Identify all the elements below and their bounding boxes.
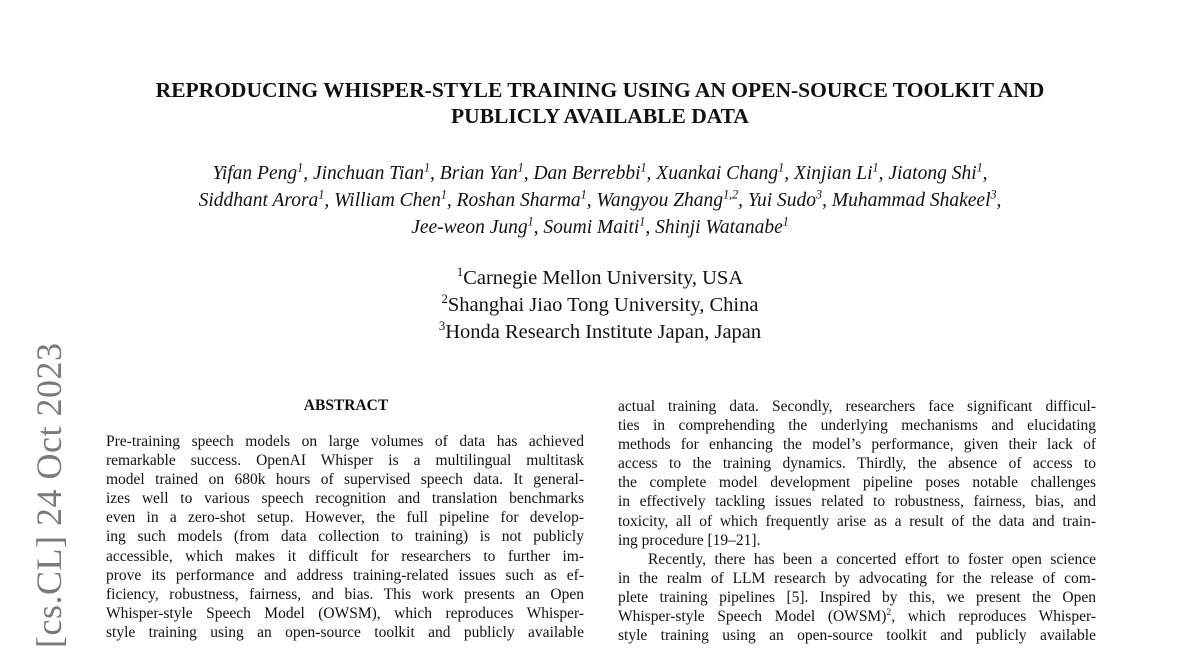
author-separator: ,: [646, 163, 657, 184]
author-separator: ,: [738, 190, 748, 211]
abstract-line: style training using an open-source toolkit and publicly available: [106, 623, 584, 641]
abstract-line: ficiency, robustness, fairness, and bias. This work presents an Open: [106, 585, 584, 603]
author-name: William Chen: [334, 190, 441, 211]
author-affiliation-mark: 1: [778, 160, 785, 175]
author-name: Xinjian Li: [793, 163, 873, 184]
affiliation-text: Honda Research Institute Japan, Japan: [445, 321, 762, 343]
abstract-line: Whisper-style Speech Model (OWSM), which reproduces Whisper-: [106, 604, 584, 622]
abstract-line: even in a zero-shot setup. However, the full pipeline for develop-: [106, 509, 584, 527]
author-separator: ,: [645, 217, 656, 238]
author-separator: ,: [533, 217, 544, 238]
affiliation-mark: 3: [438, 319, 446, 334]
abstract-line: Pre-training speech models on large volumes of data has achieved: [106, 433, 584, 450]
introduction-body: [618, 397, 1096, 645]
author-name: Roshan Sharma: [456, 190, 581, 211]
abstract-line: model trained on 680k hours of supervised speech data. It general-: [106, 471, 584, 489]
author-name: Jinchuan Tian: [312, 163, 424, 184]
author-separator: ,: [430, 163, 440, 184]
body-line-text-tail: , which reproduces Whisper-: [891, 608, 1096, 626]
author-affiliation-mark: 1: [782, 214, 789, 229]
author-affiliation-mark: 1: [872, 160, 879, 175]
body-line: Recently, there has been a concerted effort to foster open science: [648, 550, 1096, 568]
author-name: Xuankai Chang: [656, 163, 779, 184]
body-line-text: Whisper-style Speech Model (OWSM): [618, 608, 887, 626]
body-line: methods for enhancing the model’s performance, given their lack of: [618, 436, 1096, 454]
author-name: Shinji Watanabe: [655, 217, 783, 238]
abstract-line: prove its performance and address training-related issues such as ef-: [106, 566, 584, 584]
affiliation: [100, 319, 1100, 346]
author-name: Jiatong Shi: [888, 163, 977, 184]
author-separator: ,: [784, 163, 794, 184]
author-affiliation-mark: 1: [640, 160, 647, 175]
abstract-line: izes well to various speech recognition and translation benchmarks: [106, 490, 584, 508]
body-line: access to the training dynamics. Thirdly, the absence of access to: [618, 455, 1096, 473]
author-name: Yui Sudo: [747, 190, 817, 211]
body-line: ties in comprehending the underlying mechanisms and elucidating: [618, 417, 1096, 435]
author-separator: ,: [303, 163, 313, 184]
author-name: Yifan Peng: [212, 163, 298, 184]
affiliation-text: Carnegie Mellon University, USA: [463, 267, 744, 289]
author-separator: ,: [586, 190, 597, 211]
body-line: style training using an open-source toolkit and publicly available: [618, 627, 1096, 645]
author-affiliation-mark: 3: [816, 187, 823, 202]
author-separator: ,: [878, 163, 889, 184]
body-line: ing procedure [19–21].: [618, 531, 761, 549]
author-name: Brian Yan: [439, 163, 518, 184]
author-name: Siddhant Arora: [198, 190, 319, 211]
author-affiliation-mark: 1: [527, 214, 534, 229]
abstract-line: ing such models (from data collection to training) is not publicly: [106, 528, 584, 546]
author-separator: ,: [523, 163, 534, 184]
author-affiliation-mark: 1: [297, 160, 304, 175]
author-affiliation-mark: 1: [318, 187, 325, 202]
affiliation-mark: 2: [441, 292, 448, 307]
affiliation-text: Shanghai Jiao Tong University, China: [447, 294, 759, 316]
affiliation-list: [100, 265, 1100, 346]
author-line-1: [100, 160, 1100, 187]
footnote-mark: 2: [886, 606, 892, 618]
author-list: [100, 160, 1100, 241]
author-name: Muhammad Shakeel: [831, 190, 991, 211]
body-line: in the realm of LLM research by advocating for the release of com-: [618, 569, 1096, 587]
author-name: Soumi Maiti: [543, 217, 640, 238]
author-separator: ,: [996, 190, 1002, 211]
abstract-heading: ABSTRACT: [303, 397, 389, 414]
body-line: the complete model development pipeline poses notable challenges: [618, 474, 1096, 492]
affiliation: [100, 265, 1100, 292]
author-affiliation-mark: 3: [990, 187, 997, 202]
title-line-1: REPRODUCING WHISPER-STYLE TRAINING USING AN OPEN-SOURCE TOOLKIT AND: [155, 78, 1045, 102]
title-line-2: PUBLICLY AVAILABLE DATA: [451, 104, 749, 128]
abstract-line: remarkable success. OpenAI Whisper is a multilingual multitask: [106, 452, 584, 470]
body-line: in effectively tackling issues related to robustness, fairness, bias, and: [618, 493, 1096, 511]
body-line: toxicity, all of which frequently arise as a result of the data and train-: [618, 512, 1096, 530]
author-separator: ,: [446, 190, 457, 211]
author-line-2: [100, 187, 1100, 214]
author-name: Wangyou Zhang: [596, 190, 724, 211]
abstract-line: accessible, which makes it difficult for researchers to further im-: [106, 547, 584, 565]
author-line-3: [100, 214, 1100, 241]
paper-title: [100, 77, 1100, 129]
author-affiliation-mark: 1: [580, 187, 587, 202]
author-affiliation-mark: 1: [639, 214, 646, 229]
author-name: Jee-weon Jung: [411, 217, 528, 238]
author-separator: ,: [982, 163, 988, 184]
author-affiliation-mark: 1: [440, 187, 447, 202]
arxiv-identifier-stamp: [cs.CL] 24 Oct 2023: [29, 342, 69, 648]
affiliation-mark: 1: [456, 265, 464, 280]
affiliation: [100, 292, 1100, 319]
body-line-with-footnote: [618, 607, 1096, 626]
author-affiliation-mark: 1: [517, 160, 524, 175]
author-name: Dan Berrebbi: [533, 163, 641, 184]
author-affiliation-mark: 1: [423, 160, 431, 175]
author-affiliation-mark: 1,2: [723, 187, 739, 202]
author-separator: ,: [324, 190, 335, 211]
abstract-body: [106, 432, 584, 642]
author-separator: ,: [822, 190, 832, 211]
body-line: actual training data. Secondly, researchers face significant difficul-: [618, 398, 1096, 415]
body-line: plete training pipelines [5]. Inspired by this, we present the Open: [618, 588, 1096, 606]
author-affiliation-mark: 1: [976, 160, 983, 175]
